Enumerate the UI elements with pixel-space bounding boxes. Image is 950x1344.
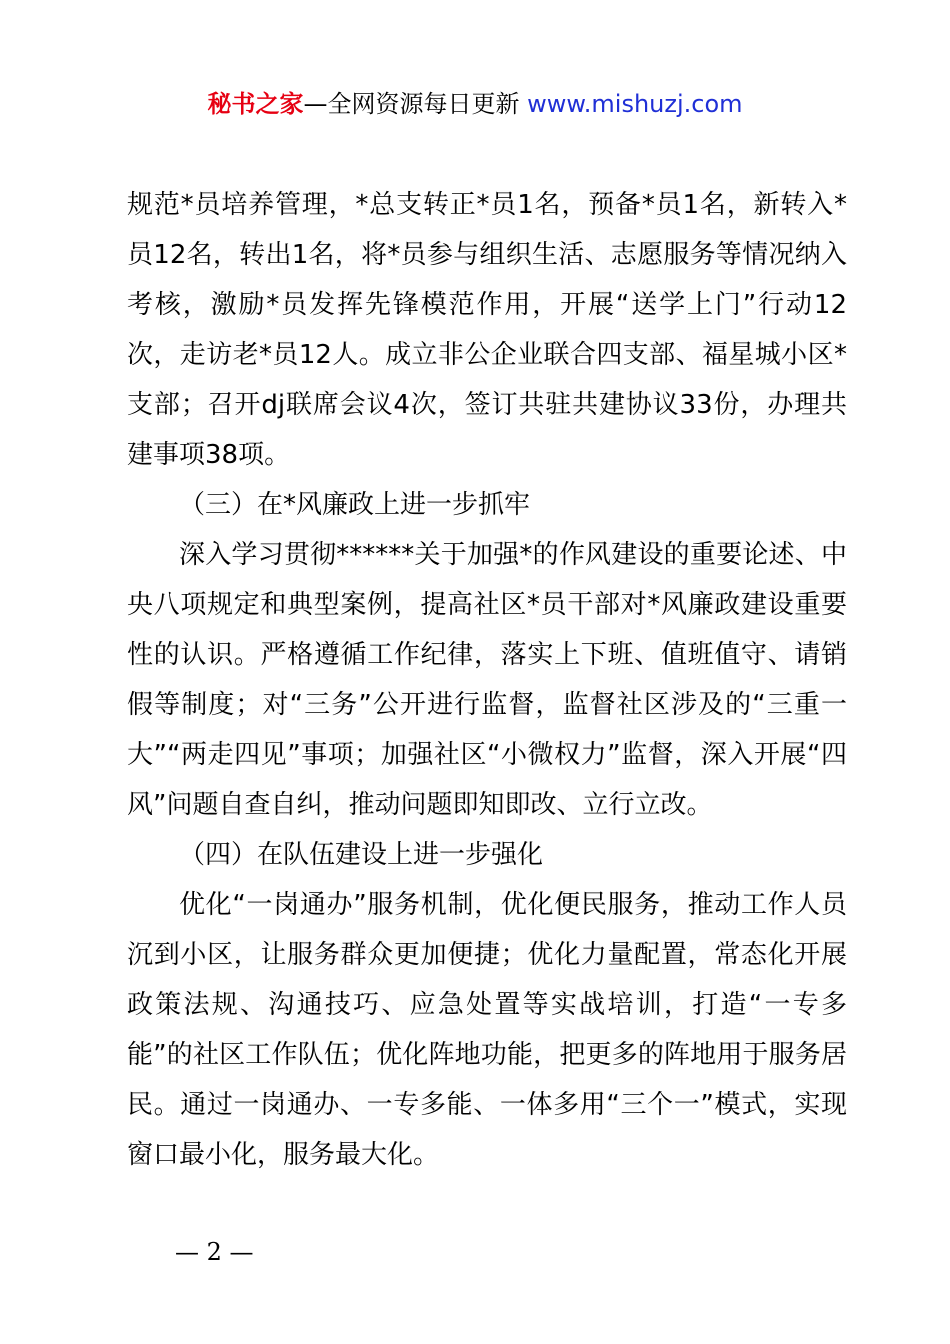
section-heading-4: （四）在队伍建设上进一步强化 xyxy=(179,840,544,870)
page-number: — 2 — xyxy=(175,1238,254,1266)
body-paragraph: 优化“一岗通办”服务机制，优化便民服务，推动工作人员沉到小区，让服务群众更加便捷；优化力量配置，常态化开展政策法规、沟通技巧、应急处置等实战培训，打造“一专多能”的社区工作队伍；优化阵地功能，把更多的阵地用于服务居民。通过一岗通办、一专多能、一体多用“三个一”模式，实现窗口最小化，服务最大化。 xyxy=(127,890,847,1170)
body-paragraph: 深入学习贯彻******关于加强*的作风建设的重要论述、中央八项规定和典型案例，提高社区*员干部对*风廉政建设重要性的认识。严格遵循工作纪律，落实上下班、值班值守、请销假等制度；对“三务”公开进行监督，监督社区涉及的“三重一大”“两走四见”事项；加强社区“小微权力”监督，深入开展“四风”问题自查自纠，推动问题即知即改、立行立改。 xyxy=(127,540,847,820)
header-slogan: —全网资源每日更新 xyxy=(303,90,520,118)
body-paragraph: 规范*员培养管理，*总支转正*员1名，预备*员1名，新转入*员12名，转出1名，将*员参与组织生活、志愿服务等情况纳入考核，激励*员发挥先锋模范作用，开展“送学上门”行动12次，走访老*员12人。成立非公企业联合四支部、福星城小区*支部；召开dj联席会议4次，签订共驻共建协议33份，办理共建事项38项。 xyxy=(127,190,847,470)
document-body xyxy=(127,180,847,1180)
header-url-link[interactable]: www.mishuzj.com xyxy=(527,90,743,118)
section-heading-3: （三）在*风廉政上进一步抓牢 xyxy=(179,490,531,520)
site-header xyxy=(0,88,950,120)
header-brand: 秘书之家 xyxy=(207,90,304,118)
